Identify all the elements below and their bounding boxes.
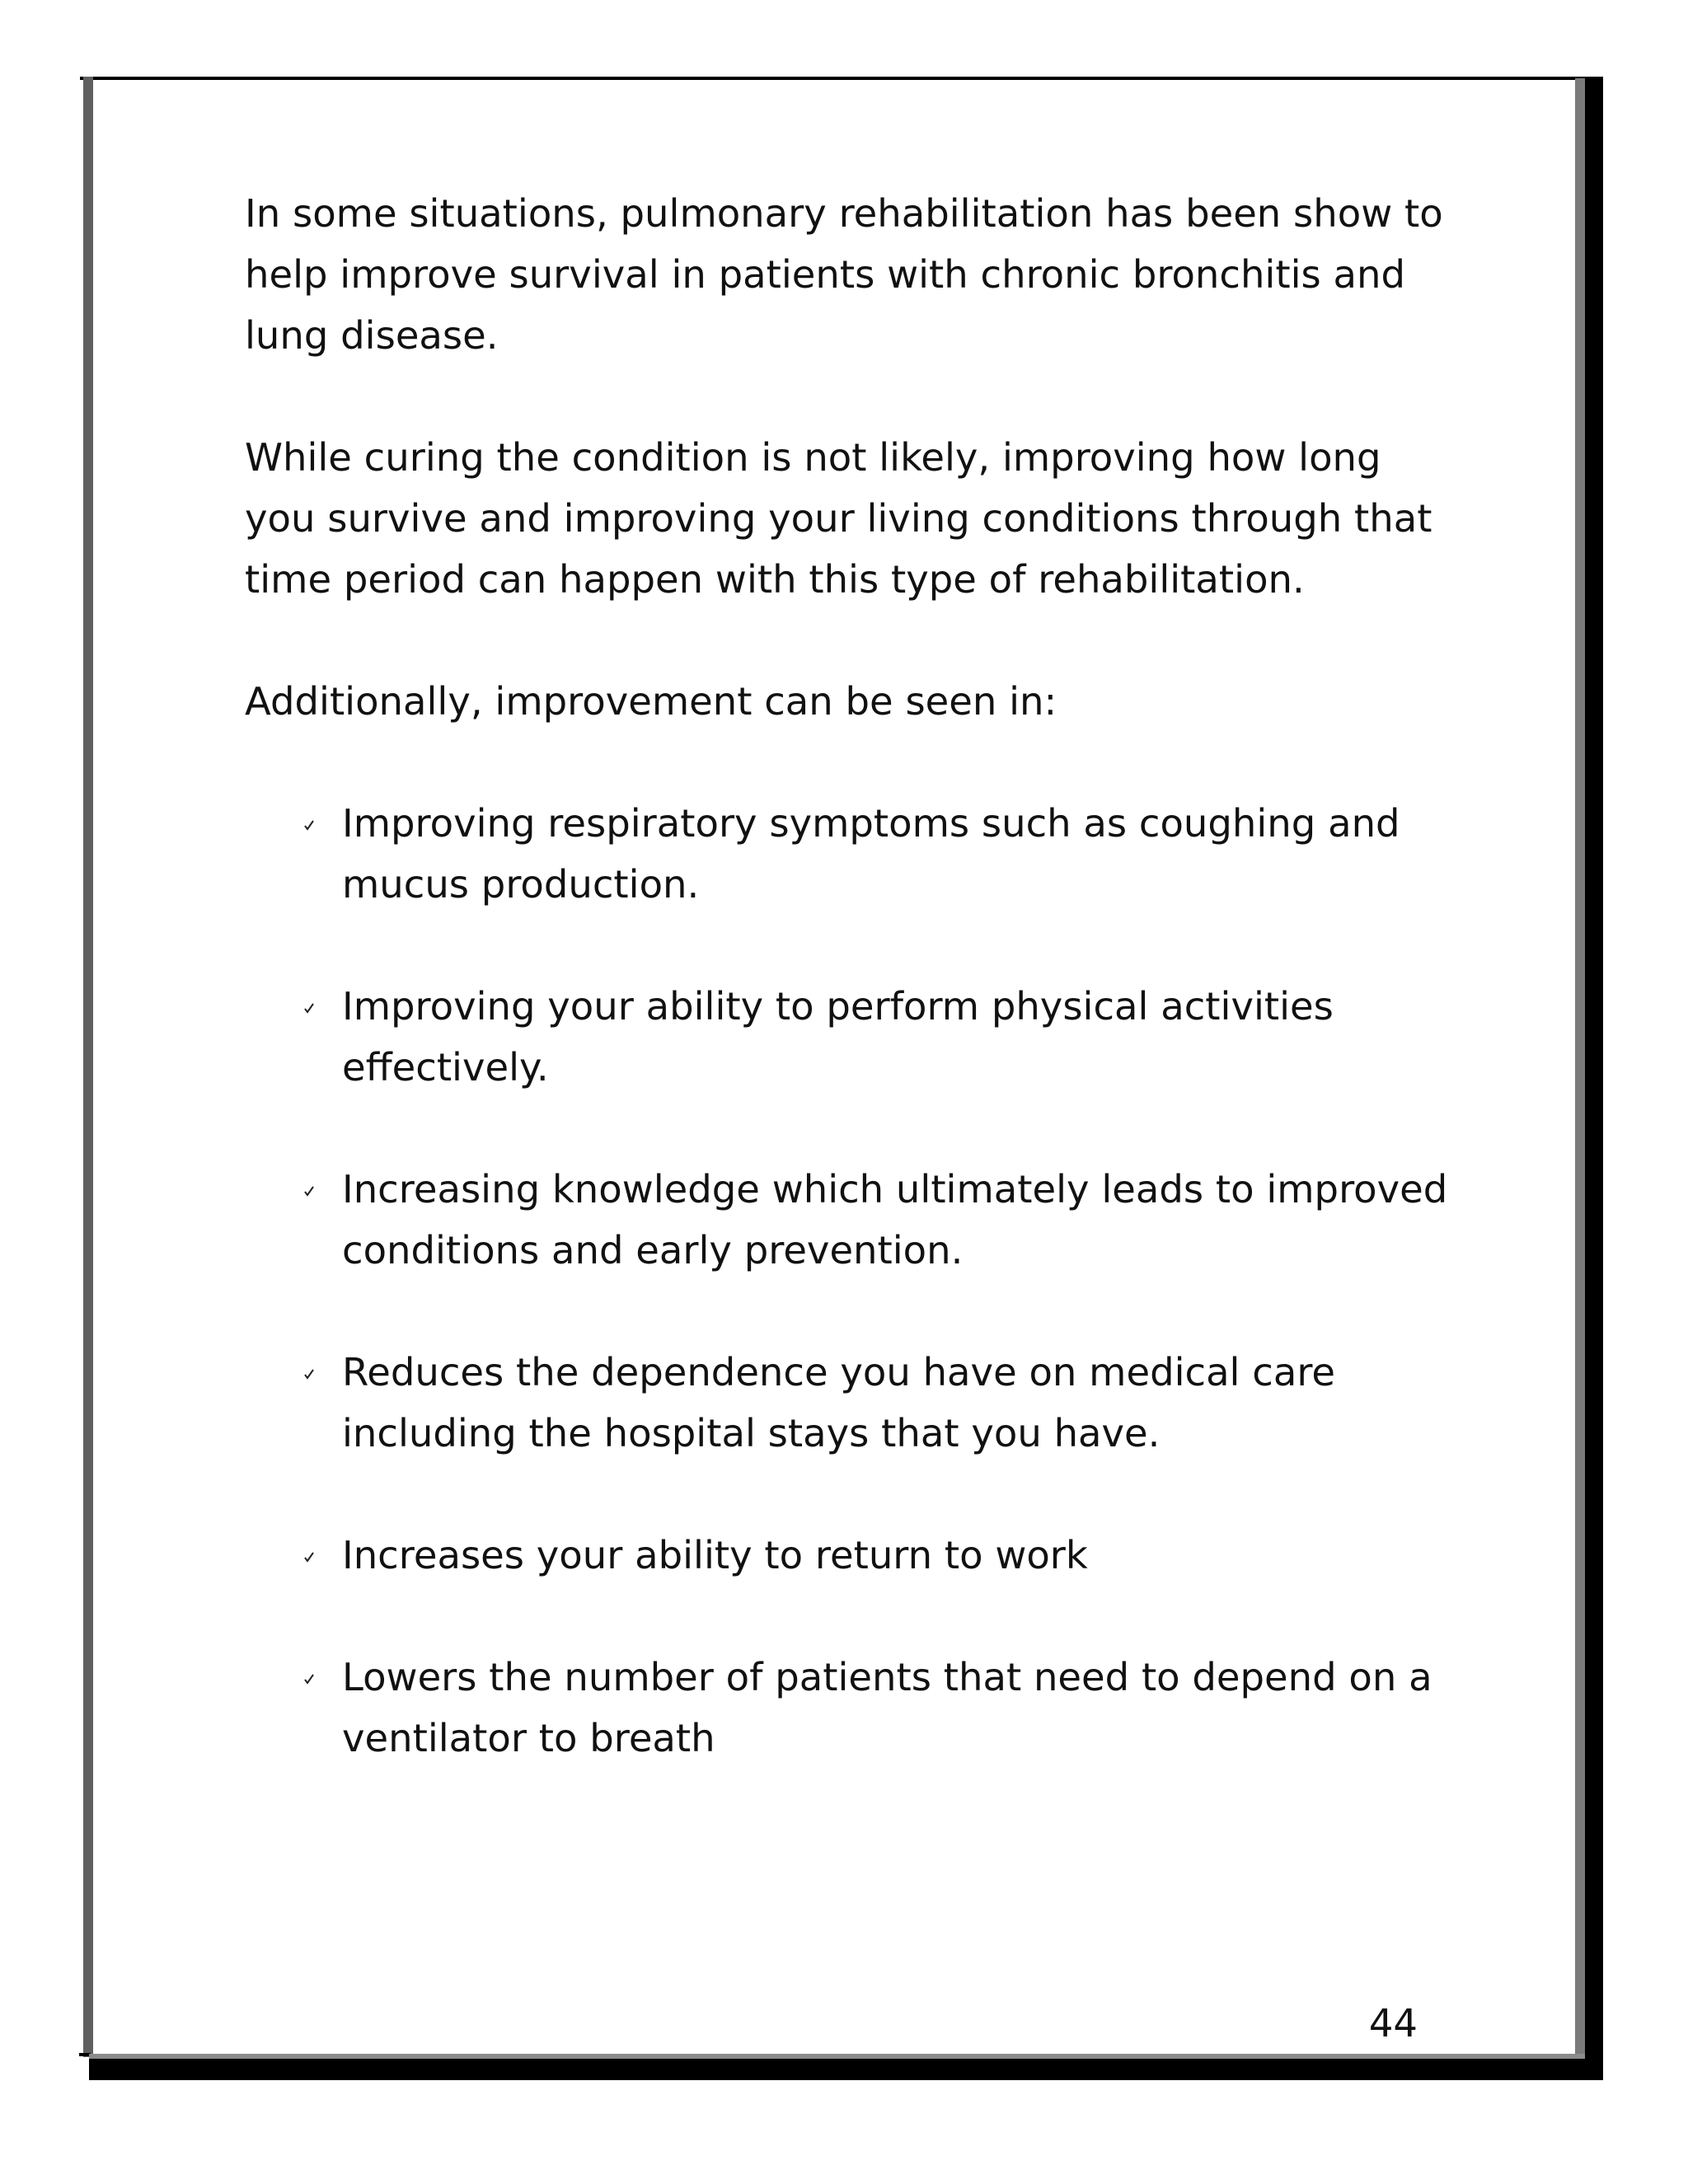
list-item (245, 1525, 1448, 1586)
list-item (245, 976, 1448, 1098)
page-border-left (83, 77, 93, 2057)
page-border-right (1575, 78, 1585, 2060)
list-item-text: Lowers the number of patients that need to depend on a ventilator to breath (342, 1655, 1432, 1760)
paragraph-living-conditions: While curing the condition is not likely, improving how long you survive and improving your living conditions through that time period can happen with this type of rehabilitation. (245, 435, 1432, 602)
list-item (245, 1159, 1448, 1281)
page-number: 44 (1368, 2001, 1418, 2046)
checkmark-icon (304, 976, 316, 1037)
page-shadow-right (1585, 78, 1603, 2080)
checkmark-icon (304, 793, 316, 854)
improvement-list (245, 793, 1448, 1769)
checkmark-icon (304, 1159, 316, 1220)
checkmark-icon (304, 1525, 316, 1586)
page-shadow-bottom (89, 2059, 1603, 2080)
checkmark-icon (304, 1342, 316, 1403)
checkmark-icon (304, 1647, 316, 1708)
page-border-top (80, 77, 1603, 80)
list-item-text: Increasing knowledge which ultimately leads to improved conditions and early prevention. (342, 1167, 1448, 1272)
list-item-text: Increases your ability to return to work (342, 1533, 1088, 1577)
paragraph-intro-list: Additionally, improvement can be seen in: (245, 679, 1057, 724)
list-item-text: Reduces the dependence you have on medical care including the hospital stays that you have. (342, 1350, 1336, 1455)
paragraph-survival: In some situations, pulmonary rehabilitation has been show to help improve survival in patients with chronic bronchitis and lung disease. (245, 191, 1443, 358)
list-item (245, 793, 1448, 915)
list-item-text: Improving respiratory symptoms such as coughing and mucus production. (342, 801, 1400, 907)
list-item (245, 1342, 1448, 1464)
page-content (245, 183, 1448, 1830)
list-item-text: Improving your ability to perform physical activities effectively. (342, 984, 1334, 1090)
list-item (245, 1647, 1448, 1769)
